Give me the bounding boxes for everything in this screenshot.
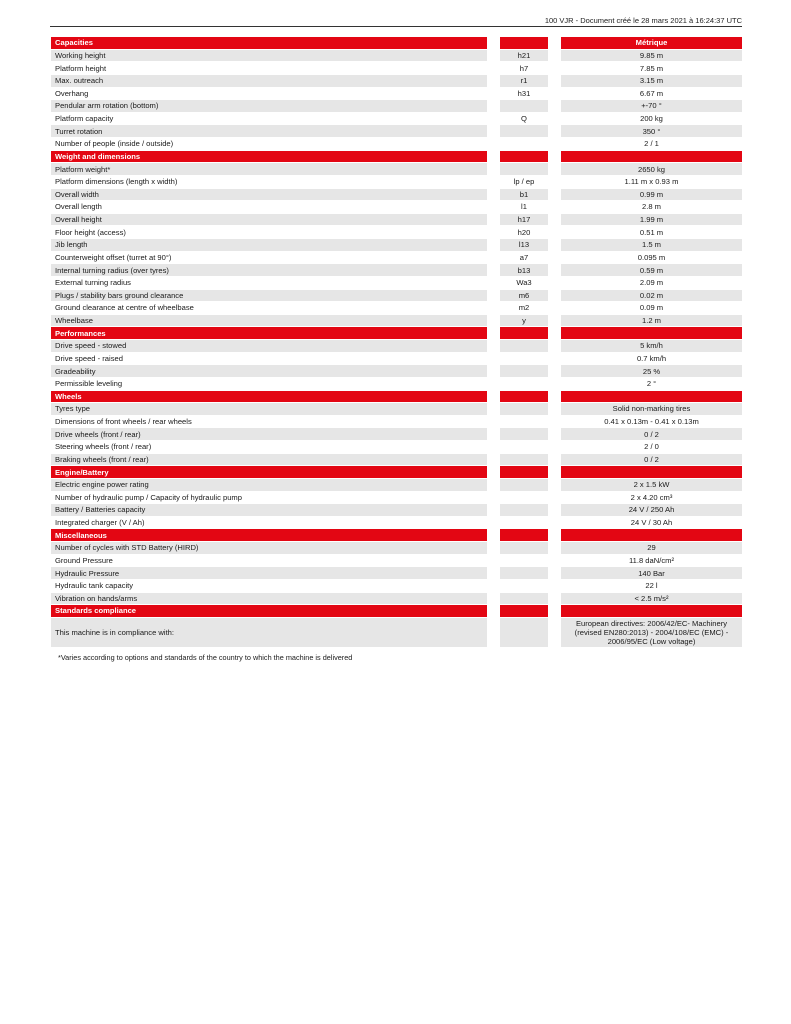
table-row [51,479,742,492]
spec-value: 1.11 m x 0.93 m [561,176,742,189]
table-row [51,567,742,580]
table-row [51,100,742,113]
section-symbol-header [500,605,548,618]
spec-label: Steering wheels (front / rear) [51,441,487,454]
spec-value: 22 l [561,580,742,593]
spec-symbol [500,580,548,593]
section-header [51,151,742,164]
spec-symbol: m2 [500,302,548,315]
table-row [51,365,742,378]
spec-label: Overall width [51,189,487,202]
spec-symbol: a7 [500,252,548,265]
section-symbol-header [500,466,548,479]
table-row [51,226,742,239]
table-row [51,403,742,416]
table-row [51,454,742,467]
spec-symbol: h31 [500,88,548,101]
spec-symbol: Q [500,113,548,126]
spec-label: Dimensions of front wheels / rear wheels [51,416,487,429]
spec-symbol [500,163,548,176]
spec-label: Internal turning radius (over tyres) [51,264,487,277]
spec-value: 24 V / 250 Ah [561,504,742,517]
spec-symbol [500,340,548,353]
spec-label: Drive speed - stowed [51,340,487,353]
table-row [51,618,742,648]
section-header [51,391,742,404]
spec-value: 200 kg [561,113,742,126]
table-row [51,340,742,353]
spec-label: Platform weight* [51,163,487,176]
spec-label: Electric engine power rating [51,479,487,492]
spec-symbol [500,353,548,366]
spec-symbol [500,555,548,568]
spec-label: Overall height [51,214,487,227]
spec-value: 140 Bar [561,567,742,580]
section-unit-header [561,529,742,542]
section-symbol-header [500,529,548,542]
table-row [51,75,742,88]
section-title: Capacities [51,37,487,50]
spec-symbol [500,403,548,416]
table-row [51,290,742,303]
spec-symbol [500,441,548,454]
spec-label: Ground clearance at centre of wheelbase [51,302,487,315]
spec-value: 3.15 m [561,75,742,88]
table-row [51,302,742,315]
header-divider [50,26,742,27]
spec-value: 0.02 m [561,290,742,303]
table-row [51,113,742,126]
section-title: Miscellaneous [51,529,487,542]
table-row [51,201,742,214]
spec-label: Turret rotation [51,125,487,138]
spec-value: 1.5 m [561,239,742,252]
footnote: *Varies according to options and standards of the country to which the machine is delivered [58,653,353,662]
table-row [51,88,742,101]
table-row [51,504,742,517]
spec-value: 2.8 m [561,201,742,214]
spec-value: 2 / 1 [561,138,742,151]
spec-value: +-70 ° [561,100,742,113]
table-row [51,264,742,277]
spec-symbol: l1 [500,201,548,214]
section-symbol-header [500,37,548,50]
spec-symbol: b13 [500,264,548,277]
spec-label: Integrated charger (V / Ah) [51,517,487,530]
spec-symbol [500,428,548,441]
spec-symbol [500,618,548,648]
table-row [51,441,742,454]
spec-label: Jib length [51,239,487,252]
spec-symbol [500,378,548,391]
spec-label: Hydraulic tank capacity [51,580,487,593]
spec-label: Max. outreach [51,75,487,88]
spec-label: Braking wheels (front / rear) [51,454,487,467]
spec-label: Gradeability [51,365,487,378]
spec-value: < 2.5 m/s² [561,593,742,606]
spec-symbol: y [500,315,548,328]
spec-value: 2 ° [561,378,742,391]
spec-label: Drive wheels (front / rear) [51,428,487,441]
spec-label: Number of hydraulic pump / Capacity of hydraulic pump [51,492,487,505]
spec-symbol: h17 [500,214,548,227]
section-header [51,605,742,618]
table-row [51,214,742,227]
table-row [51,492,742,505]
table-row [51,580,742,593]
spec-label: Working height [51,50,487,63]
section-title: Standards compliance [51,605,487,618]
section-title: Performances [51,327,487,340]
spec-symbol: r1 [500,75,548,88]
table-row [51,428,742,441]
table-row [51,378,742,391]
spec-symbol [500,504,548,517]
section-title: Engine/Battery [51,466,487,479]
section-unit-header [561,151,742,164]
spec-label: Battery / Batteries capacity [51,504,487,517]
table-row [51,50,742,63]
spec-label: Drive speed - raised [51,353,487,366]
table-row [51,315,742,328]
specifications-table [51,37,742,648]
spec-value: 0.51 m [561,226,742,239]
table-row [51,239,742,252]
spec-label: Ground Pressure [51,555,487,568]
table-row [51,176,742,189]
section-unit-header [561,391,742,404]
section-header [51,466,742,479]
spec-value: 2 x 1.5 kW [561,479,742,492]
spec-value: 29 [561,542,742,555]
spec-label: External turning radius [51,277,487,290]
spec-symbol: l13 [500,239,548,252]
table-row [51,62,742,75]
spec-value: 0 / 2 [561,428,742,441]
spec-label: Permissible leveling [51,378,487,391]
spec-symbol [500,100,548,113]
spec-value: 9.85 m [561,50,742,63]
table-row [51,138,742,151]
spec-symbol [500,454,548,467]
section-unit-header [561,605,742,618]
spec-value: 0.7 km/h [561,353,742,366]
spec-value: 25 % [561,365,742,378]
table-row [51,125,742,138]
spec-value: 2 x 4.20 cm³ [561,492,742,505]
spec-value: 6.67 m [561,88,742,101]
spec-value: 0.41 x 0.13m - 0.41 x 0.13m [561,416,742,429]
spec-symbol [500,125,548,138]
spec-value: 5 km/h [561,340,742,353]
spec-symbol [500,593,548,606]
spec-label: Platform height [51,62,487,75]
spec-symbol: Wa3 [500,277,548,290]
spec-label: Wheelbase [51,315,487,328]
spec-value: 2.09 m [561,277,742,290]
spec-value: 7.85 m [561,62,742,75]
spec-label: Hydraulic Pressure [51,567,487,580]
table-row [51,593,742,606]
spec-value: 1.99 m [561,214,742,227]
spec-label: Plugs / stability bars ground clearance [51,290,487,303]
spec-symbol [500,416,548,429]
section-symbol-header [500,327,548,340]
table-row [51,252,742,265]
table-row [51,277,742,290]
section-unit-header [561,327,742,340]
spec-symbol [500,138,548,151]
spec-symbol [500,567,548,580]
section-symbol-header [500,151,548,164]
spec-value: 350 ° [561,125,742,138]
spec-label: Number of people (inside / outside) [51,138,487,151]
spec-symbol: h7 [500,62,548,75]
spec-label: Number of cycles with STD Battery (HIRD) [51,542,487,555]
spec-value: 11.8 daN/cm² [561,555,742,568]
table-row [51,416,742,429]
spec-symbol [500,479,548,492]
section-unit-header: Métrique [561,37,742,50]
spec-label: Overall length [51,201,487,214]
spec-symbol [500,365,548,378]
spec-value: 0.59 m [561,264,742,277]
spec-value: 24 V / 30 Ah [561,517,742,530]
spec-label: This machine is in compliance with: [51,618,487,648]
spec-symbol: h20 [500,226,548,239]
spec-label: Platform capacity [51,113,487,126]
table-row [51,517,742,530]
spec-label: Pendular arm rotation (bottom) [51,100,487,113]
spec-value: Solid non-marking tires [561,403,742,416]
spec-symbol: m6 [500,290,548,303]
section-unit-header [561,466,742,479]
table-row [51,555,742,568]
spec-symbol: lp / ep [500,176,548,189]
spec-value: 2650 kg [561,163,742,176]
section-title: Wheels [51,391,487,404]
spec-value: European directives: 2006/42/EC- Machinery (revised EN280:2013) - 2004/108/EC (EMC) - 2006/95/EC (Low voltage) [561,618,742,648]
spec-symbol [500,517,548,530]
spec-value: 0 / 2 [561,454,742,467]
document-info: 100 VJR - Document créé le 28 mars 2021 à 16:24:37 UTC [544,16,742,25]
spec-label: Floor height (access) [51,226,487,239]
spec-value: 0.99 m [561,189,742,202]
table-row [51,542,742,555]
section-header [51,327,742,340]
section-symbol-header [500,391,548,404]
spec-label: Platform dimensions (length x width) [51,176,487,189]
spec-value: 1.2 m [561,315,742,328]
section-header [51,37,742,50]
spec-label: Overhang [51,88,487,101]
spec-symbol [500,492,548,505]
spec-label: Tyres type [51,403,487,416]
section-header [51,529,742,542]
spec-value: 0.095 m [561,252,742,265]
spec-label: Vibration on hands/arms [51,593,487,606]
table-row [51,353,742,366]
spec-value: 2 / 0 [561,441,742,454]
spec-label: Counterweight offset (turret at 90°) [51,252,487,265]
section-title: Weight and dimensions [51,151,487,164]
spec-symbol: h21 [500,50,548,63]
spec-symbol: b1 [500,189,548,202]
table-row [51,163,742,176]
spec-value: 0.09 m [561,302,742,315]
spec-symbol [500,542,548,555]
table-row [51,189,742,202]
